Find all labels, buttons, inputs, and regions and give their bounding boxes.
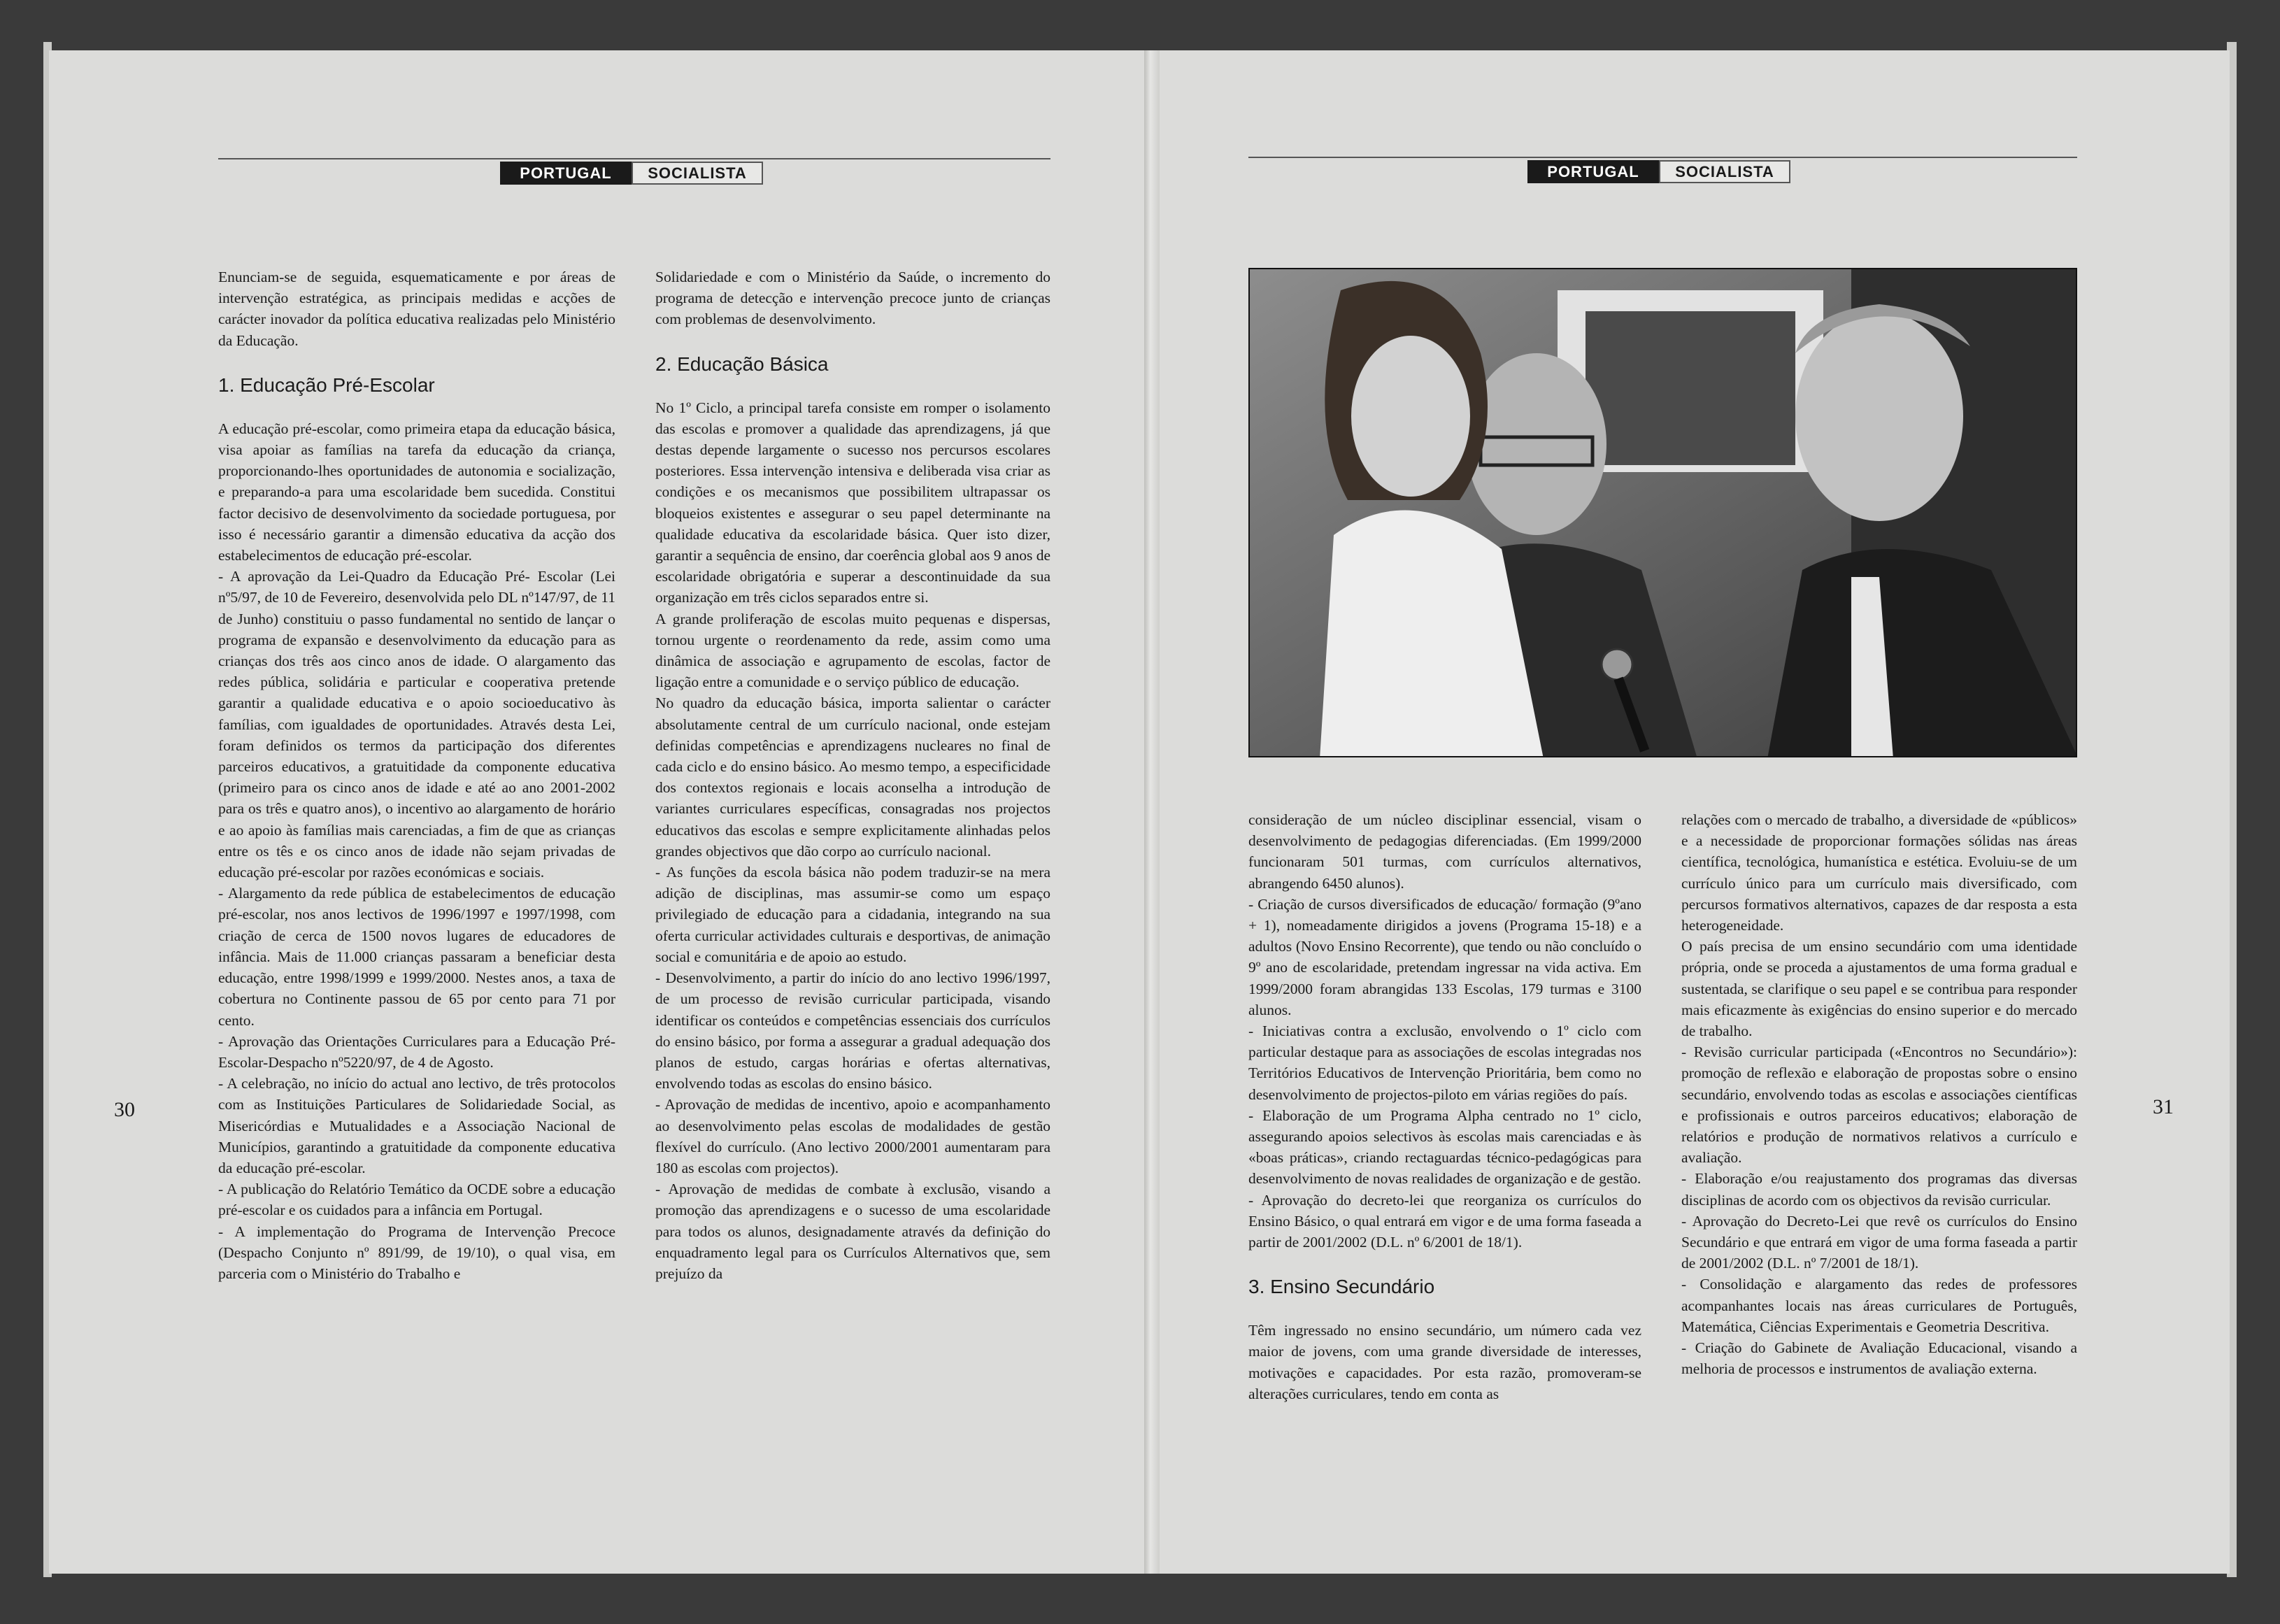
paragraph: - Aprovação de medidas de combate à exclusão, visando a promoção das aprendizagens e o sucesso de uma escolaridade para todos os alunos, designadamente através da definição do enquadramento legal para os Currículos Alternativos que, sem prejuízo da [655,1181,1050,1282]
intro-paragraph: Enunciam-se de seguida, esquematicamente e por áreas de intervenção estratégica, as principais medidas e acções de carácter inovador da política educativa realizadas pelo Ministério da Educação. [218,269,615,349]
left-column-1 [218,266,615,1284]
photo-image [1250,269,2077,757]
paragraph: Têm ingressado no ensino secundário, um número cada vez maior de jovens, com uma grande diversidade de interesses, motivações e capacidades. Por esta razão, promoveram-se alterações curriculares, tendo em conta as [1248,1322,1641,1402]
intro-paragraph: Solidariedade e com o Ministério da Saúde, o incremento do programa de detecção e intervenção precoce junto de crianças com problemas de desenvolvimento. [655,269,1050,328]
paragraph: - As funções da escola básica não podem traduzir-se na mera adição de disciplinas, mas assumir-se como um espaço privilegiado de educação para a cidadania, integrando na sua oferta curricular actividades culturais e desportivas, de animação social e comunitária e de apoio ao estudo. [655,864,1050,965]
paragraph: consideração de um núcleo disciplinar essencial, visam o desenvolvimento de pedagogias diferenciadas. (Em 1999/2000 funcionaram 501 turmas, com currículos alternativos, abrangendo 6450 alunos). [1248,811,1641,892]
paragraph: relações com o mercado de trabalho, a diversidade de «públicos» e a necessidade de proporcionar formações sólidas nas áreas científica, tecnológica, humanística e estética. Evoluiu-se de um currículo único para um currículo mais diversificado, com percursos formativos alternativos, capazes de dar resposta a esta heterogeneidade. [1681,811,2077,934]
paragraph: - A celebração, no início do actual ano lectivo, de três protocolos com as Instituições Particulares de Solidariedade Social, as Misericórdias e Mutualidades e a Associação Nacional de Municípios, garantindo a gratuitidade da componente educativa da educação pré-escolar. [218,1075,615,1176]
photo [1248,268,2077,757]
paragraph: - Iniciativas contra a exclusão, envolvendo o 1º ciclo com particular destaque para as associações de escolas integradas nos Territórios Educativos de Intervenção Prioritária, bem como no desenvolvimento de projectos-piloto em várias regiões do país. [1248,1023,1641,1103]
paragraph: No quadro da educação básica, importa salientar o carácter absolutamente central de um currículo nacional, onde estejam definidas competências e aprendizagens nucleares no final de cada ciclo e do ensino básico. Ao mesmo tempo, a especificidade dos contextos regionais e locais aconselha a introdução de variantes curriculares específicas, consagradas nos projectos educativos das escolas e sempre explicitamente alinhadas pelos grandes objectivos que dão corpo ao currículo nacional. [655,695,1050,860]
paragraph: - Aprovação de medidas de incentivo, apoio e acompanhamento ao desenvolvimento pelas escolas de modalidades de gestão flexível do currículo. (Ano lectivo 2000/2001 aumentaram para 180 as escolas com projectos). [655,1096,1050,1176]
header-rule-left [218,158,1050,159]
paragraph: - Aprovação das Orientações Curriculares para a Educação Pré-Escolar-Despacho nº5220/97, de 4 de Agosto. [218,1032,615,1071]
section-heading: 3. Ensino Secundário [1248,1276,1435,1298]
left-column-2 [655,266,1050,1284]
section-heading: 1. Educação Pré-Escolar [218,373,435,396]
paragraph: - Alargamento da rede pública de estabelecimentos de educação pré-escolar, nos anos lectivos de 1996/1997 e 1997/1998, com criação de cerca de 1500 novos lugares de educadores de infância. Mais de 11.000 crianças passaram a beneficiar desta educação, entre 1998/1999 e 1999/2000. Nestes anos, a taxa de cobertura no Continente passou de 65 por cento para 71 por cento. [218,885,615,1029]
header-portugal: PORTUGAL [1527,160,1659,183]
paragraph: No 1º Ciclo, a principal tarefa consiste em romper o isolamento das escolas e promover a qualidade das aprendizagens, já que destas depende largamente o sucesso nos percursos escolares posteriores. Essa intervenção intensiva e deliberada visa criar as condições e os mecanismos que possibilitem ultrapassar os bloqueios existentes e assegurar o seu papel determinante na qualidade educativa da escolaridade básica. Quer isto dizer, garantir a sequência de ensino, dar coerência global aos 9 anos de escolaridade obrigatória e superar a descontinuidade da sua organização em três ciclos separados entre si. [655,399,1050,606]
right-column-2 [1681,809,2077,1379]
paragraph: - Desenvolvimento, a partir do início do ano lectivo 1996/1997, de um processo de revisão curricular participada, visando identificar os conteúdos e competências essenciais dos currículos do ensino básico, por forma a assegurar a gradual adequação dos planos de estudo, cargas horárias e ofertas alternativas, envolvendo todas as escolas do ensino básico. [655,969,1050,1092]
paragraph: - Consolidação e alargamento das redes de professores acompanhantes locais nas áreas curriculares de Português, Matemática, Ciências Experimentais e Geometria Descritiva. [1681,1276,2077,1335]
paragraph: - Elaboração e/ou reajustamento dos programas das diversas disciplinas de acordo com os objectivos da revisão curricular. [1681,1170,2077,1209]
header-right [1527,160,1790,183]
paragraph: - Elaboração de um Programa Alpha centrado no 1º ciclo, assegurando apoios selectivos às escolas mais carenciadas e às «boas práticas», criando rectaguardas técnico-pedagógicas para desenvolvimento de novas realidades de organização e de gestão. [1248,1106,1641,1188]
paragraph: - Criação do Gabinete de Avaliação Educacional, visando a melhoria de processos e instrumentos de avaliação externa. [1681,1339,2077,1378]
paragraph: - A implementação do Programa de Intervenção Precoce (Despacho Conjunto nº 891/99, de 19/10), o qual visa, em parceria com o Ministério do Trabalho e [218,1223,615,1282]
paragraph: - Revisão curricular participada («Encontros no Secundário»): promoção de reflexão e elaboração de propostas sobre o ensino secundário, envolvendo todas as escolas e associações científicas e profissionais e outros parceiros educativos; elaboração de relatórios e produção de normativos relativos a currículo e avaliação. [1681,1044,2077,1167]
header-socialista: SOCIALISTA [1659,160,1790,183]
paragraph: - Aprovação do Decreto-Lei que revê os currículos do Ensino Secundário e que entrará em vigor de uma forma faseada a partir de 2001/2002 (D.L. nº 7/2001 de 18/1). [1681,1212,2077,1272]
page-number-left: 30 [114,1098,135,1121]
book-spine [1144,50,1160,1574]
paragraph: A grande proliferação de escolas muito pequenas e dispersas, tornou urgente o reordenamento da rede, assim como uma dinâmica de associação e agrupamento de escolas, factor de ligação entre a comunidade e o serviço público de educação. [655,610,1050,691]
paragraph: - A aprovação da Lei-Quadro da Educação Pré- Escolar (Lei nº5/97, de 10 de Fevereiro, desenvolvida pelo DL nº147/97, de 11 de Junho) constituiu o passo fundamental no sentido de lançar o programa de expansão e desenvolvimento da educação para as crianças dos três aos cinco anos de idade. O alargamento das redes pública, solidária e particular e cooperativa pretende garantir a qualidade educativa e o apoio socioeducativo às famílias, com igualdades de oportunidades. Através desta Lei, foram definidos os termos da participação dos diferentes parceiros educativos, a gratuitidade da componente educativa (primeiro para os cinco anos de idade e até ao ano 2001-2002 para os três e quatro anos), o incentivo ao alargamento de horário e ao apoio às famílias mais carenciadas, a fim de que as crianças entre os tês e os cinco anos de idade não sejam privadas de educação pré-escolar por razões económicas e sociais. [218,568,615,881]
right-column-1 [1248,809,1641,1404]
paragraph: - Criação de cursos diversificados de educação/ formação (9ºano + 1), nomeadamente dirigidos a jovens (Programa 15-18) e a adultos (Novo Ensino Recorrente), que tendo ou não concluído o 9º ano de escolaridade, pretendam ingressar na vida activa. Em 1999/2000 foram abrangidas 133 Escolas, 179 turmas e 3100 alunos. [1248,895,1641,1018]
header-left [500,162,763,185]
paragraph: - A publicação do Relatório Temático da OCDE sobre a educação pré-escolar e os cuidados para a infância em Portugal. [218,1181,615,1219]
paragraph: O país precisa de um ensino secundário com uma identidade própria, onde se proceda a ajustamentos de uma forma gradual e sustentada, se clarifique o seu papel e se contribua para responder mais eficazmente às exigências do ensino superior e do mercado de trabalho. [1681,938,2077,1040]
page-number-right: 31 [2153,1095,2174,1118]
paragraph: A educação pré-escolar, como primeira etapa da educação básica, visa apoiar as famílias na tarefa da educação da criança, proporcionando-lhes oportunidades de autonomia e socialização, e preparando-a para uma escolaridade bem sucedida. Constitui factor decisivo de desenvolvimento da sociedade portuguesa, por isso é necessário garantir a dimensão educativa da acção dos estabelecimentos de educação pré-escolar. [218,420,615,564]
paragraph: - Aprovação do decreto-lei que reorganiza os currículos do Ensino Básico, o qual entrará em vigor e de uma forma faseada a partir de 2001/2002 (D.L. nº 6/2001 de 18/1). [1248,1191,1641,1251]
header-socialista: SOCIALISTA [632,162,763,185]
header-rule-right [1248,157,2077,158]
section-heading: 2. Educação Básica [655,352,829,375]
header-portugal: PORTUGAL [500,162,632,185]
